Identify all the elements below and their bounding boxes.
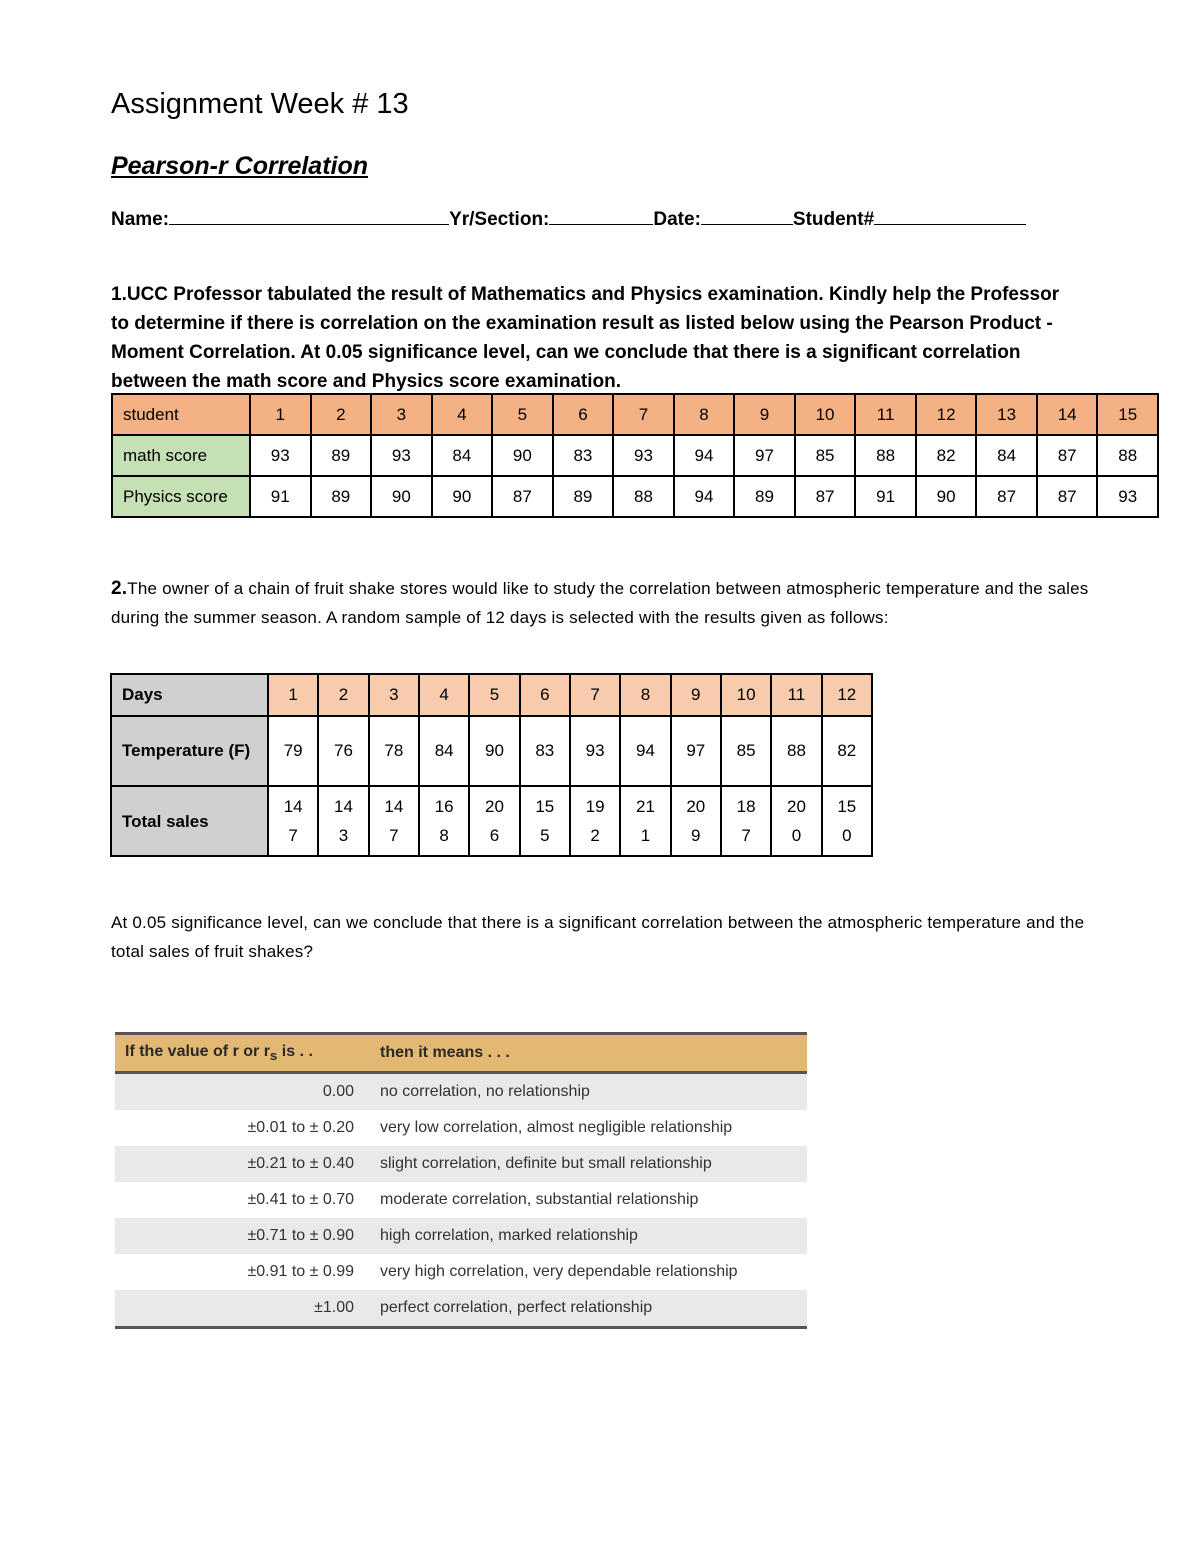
student-cell: 14 [1037,394,1098,435]
sales-cell [570,786,620,856]
day-cell: 3 [369,674,419,716]
day-cell: 12 [822,674,872,716]
physics-score-cell: 94 [674,476,735,517]
day-cell: 5 [469,674,519,716]
sales-cell-bottom: 6 [489,826,500,845]
sales-cell-top: 20 [485,797,504,816]
sales-cell [469,786,519,856]
student-cell: 5 [492,394,553,435]
physics-score-cell: 88 [613,476,674,517]
temperature-cell: 83 [520,716,570,786]
physics-score-cell: 87 [795,476,856,517]
interpretation-row [115,1110,807,1146]
interpretation-range: ±0.21 to ± 0.40 [115,1146,368,1182]
temperature-cell: 78 [369,716,419,786]
sales-cell [822,786,872,856]
temperature-cell: 76 [318,716,368,786]
student-cell: 7 [613,394,674,435]
question-2-body: The owner of a chain of fruit shake stores would like to study the correlation between atmospheric temperature and the sales during the summer season. A random sample of 12 days is selected with the results given as follows: [111,579,1089,627]
sales-cell-top: 19 [585,797,605,816]
student-cell: 13 [976,394,1037,435]
sales-cell-bottom: 7 [741,826,751,845]
header-value-sub: s [269,1048,278,1064]
interpretation-range: ±1.00 [115,1290,368,1328]
sales-cell-top: 16 [434,797,454,816]
interpretation-range: 0.00 [115,1073,368,1111]
student-cell: 3 [371,394,432,435]
interpretation-body [115,1073,807,1328]
temperature-cell: 94 [620,716,670,786]
sales-cell-top: 20 [686,797,706,816]
sales-cell-top: 14 [384,797,404,816]
day-cell: 1 [268,674,318,716]
student-cell: 10 [795,394,856,435]
interpretation-meaning: very low correlation, almost negligible relationship [380,1119,733,1136]
math-score-cell: 97 [734,435,795,476]
sales-cell-bottom: 2 [590,826,600,845]
math-score-cell: 93 [613,435,674,476]
header-value-tail: is . . [277,1042,313,1060]
interpretation-row [115,1254,807,1290]
day-cell: 8 [620,674,670,716]
sales-cell [318,786,368,856]
interpretation-meaning: high correlation, marked relationship [368,1218,807,1254]
sales-cell-top: 18 [736,797,756,816]
interpretation-row [115,1146,807,1182]
interpretation-range: ±0.01 to ± 0.20 [247,1119,354,1136]
student-cell: 1 [250,394,311,435]
math-score-cell: 90 [492,435,553,476]
sales-cell [671,786,721,856]
physics-score-cell: 89 [734,476,795,517]
interpretation-header-row [115,1034,807,1073]
sales-cell-bottom: 1 [640,826,651,845]
sales-cell [771,786,821,856]
student-cell: 9 [734,394,795,435]
question-2-number: 2. [111,578,128,599]
temperature-cell: 97 [671,716,721,786]
header-meaning: then it means . . . [368,1034,807,1073]
header-value [115,1034,368,1073]
page-title: Assignment Week # 13 [111,88,409,120]
table-row-temperature [111,716,872,786]
student-cell: 6 [553,394,614,435]
table-row-math [112,435,1158,476]
sales-cell-bottom: 0 [791,826,802,845]
sales-cell-top: 20 [786,797,806,816]
row-label-days: Days [111,674,268,716]
interpretation-row [115,1073,807,1111]
temperature-cell: 88 [771,716,821,786]
interpretation-meaning: slight correlation, definite but small relationship [368,1146,807,1182]
student-number-blank [874,206,1026,225]
sales-cell [620,786,670,856]
physics-score-cell: 90 [916,476,977,517]
sales-cell [369,786,419,856]
student-cell: 15 [1097,394,1158,435]
name-blank [169,206,449,225]
name-label: Name: [111,209,170,230]
math-score-cell: 88 [855,435,916,476]
section-blank [549,206,653,225]
interpretation-range: ±0.71 to ± 0.90 [115,1218,368,1254]
day-cell: 11 [771,674,821,716]
sales-cell-bottom: 9 [691,826,701,845]
sales-cell-top: 14 [334,797,353,816]
temperature-sales-table [110,673,873,857]
interpretation-meaning: moderate correlation, substantial relationship [380,1191,699,1208]
day-cell: 10 [721,674,771,716]
student-cell: 4 [432,394,493,435]
temperature-cell: 93 [570,716,620,786]
student-number-label: Student# [792,209,875,230]
interpretation-range: ±0.41 to ± 0.70 [247,1191,354,1208]
question-1-text: 1.UCC Professor tabulated the result of Mathematics and Physics examination. Kindly help the Professor to determine if there is correlation on the examination result as listed below using the Pearson Product -Moment Correlation. At 0.05 significance level, can we conclude that there is a significant correlation between the math score and Physics score examination. [111,284,1060,392]
sales-cell-bottom: 7 [389,826,399,845]
row-label-math: math score [112,435,250,476]
math-score-cell: 93 [250,435,311,476]
row-label-sales: Total sales [111,786,268,856]
row-label-physics: Physics score [112,476,250,517]
student-info-line [111,206,1026,231]
student-cell: 12 [916,394,977,435]
day-cell: 7 [570,674,620,716]
sales-cell-bottom: 8 [439,826,449,845]
temperature-cell: 84 [419,716,469,786]
interpretation-meaning: perfect correlation, perfect relationship [368,1290,807,1328]
math-score-cell: 93 [371,435,432,476]
interpretation-meaning: very high correlation, very dependable relationship [380,1263,738,1280]
physics-score-cell: 91 [250,476,311,517]
sales-cell-bottom: 7 [288,826,298,845]
header-value-text: If the value of r or r [125,1042,270,1060]
physics-score-cell: 91 [855,476,916,517]
physics-score-cell: 89 [553,476,614,517]
student-cell: 11 [855,394,916,435]
sales-cell [520,786,570,856]
math-score-cell: 94 [674,435,735,476]
question-2-followup: At 0.05 significance level, can we conclude that there is a significant correlation between the atmospheric temperature and the total sales of fruit shakes? [111,913,1085,961]
math-physics-table [111,393,1159,518]
interpretation-range: ±0.91 to ± 0.99 [247,1263,354,1280]
sales-cell [419,786,469,856]
physics-score-cell: 90 [371,476,432,517]
math-score-cell: 83 [553,435,614,476]
sales-cell [268,786,318,856]
interpretation-row [115,1218,807,1254]
student-cell: 2 [311,394,372,435]
physics-score-cell: 87 [1037,476,1098,517]
day-cell: 6 [520,674,570,716]
temperature-cell: 85 [721,716,771,786]
sales-cell-bottom: 3 [338,826,349,845]
date-label: Date: [653,209,701,230]
physics-score-cell: 89 [311,476,372,517]
physics-score-cell: 87 [492,476,553,517]
interpretation-meaning: no correlation, no relationship [368,1073,807,1111]
temperature-cell: 79 [268,716,318,786]
table-row-days [111,674,872,716]
sales-cell-top: 21 [636,797,655,816]
physics-score-cell: 87 [976,476,1037,517]
interpretation-row [115,1182,807,1218]
math-score-cell: 89 [311,435,372,476]
temperature-cell: 82 [822,716,872,786]
interpretation-table [115,1032,807,1329]
student-cell: 8 [674,394,735,435]
math-score-cell: 88 [1097,435,1158,476]
math-score-cell: 82 [916,435,977,476]
sales-cell-bottom: 0 [842,826,852,845]
row-label-temperature: Temperature (F) [111,716,268,786]
physics-score-cell: 93 [1097,476,1158,517]
math-score-cell: 87 [1037,435,1098,476]
day-cell: 4 [419,674,469,716]
sales-cell-bottom: 5 [540,826,550,845]
table-row-physics [112,476,1158,517]
math-score-cell: 85 [795,435,856,476]
day-cell: 2 [318,674,368,716]
section-label: Yr/Section: [449,209,550,230]
table-row-sales [111,786,872,856]
question-2-text [111,574,1091,632]
sales-cell-top: 14 [283,797,303,816]
math-score-cell: 84 [976,435,1037,476]
interpretation-row [115,1290,807,1328]
temperature-cell: 90 [469,716,519,786]
date-blank [701,206,793,225]
physics-score-cell: 90 [432,476,493,517]
page-subtitle: Pearson-r Correlation [111,152,369,180]
sales-cell-top: 15 [837,797,857,816]
sales-cell [721,786,771,856]
sales-cell-top: 15 [535,797,555,816]
math-score-cell: 84 [432,435,493,476]
day-cell: 9 [671,674,721,716]
row-label-student: student [112,394,250,435]
table-row-student [112,394,1158,435]
